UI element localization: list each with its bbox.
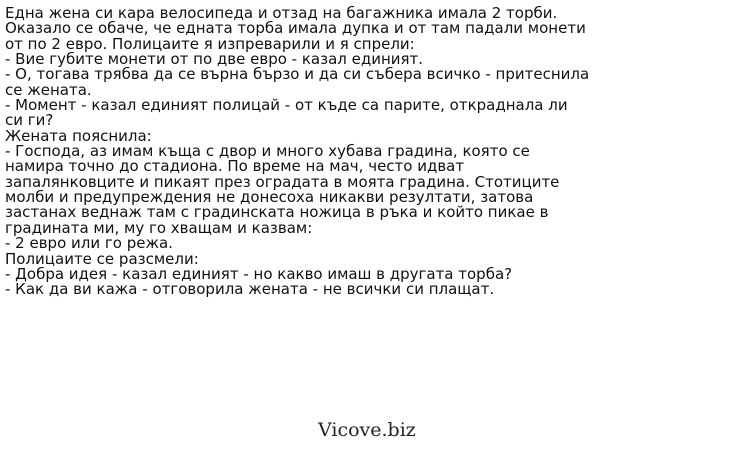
joke-line: градината ми, му го хващам и казвам: <box>5 218 313 237</box>
joke-text <box>5 6 735 298</box>
joke-line: - Добра идея - казал единият - но какво имаш в другата торба? <box>5 264 513 283</box>
site-watermark: Vicove.biz <box>318 419 416 441</box>
joke-line: се жената. <box>5 80 92 99</box>
joke-line: запалянковците и пикаят през оградата в моята градина. Стотиците <box>5 172 560 191</box>
joke-line: Една жена си кара велосипеда и отзад на багажника имала 2 торби. <box>5 4 558 22</box>
joke-line: - Момент - казал единият полицай - от къде са парите, откраднала ли <box>5 96 568 115</box>
joke-line: намира точно до стадиона. По време на мач, често идват <box>5 157 465 176</box>
joke-line: от по 2 евро. Полицаите я изпреварили и я спрели: <box>5 34 415 53</box>
joke-line: молби и предупреждения не донесоха никакви резултати, затова <box>5 188 534 207</box>
joke-line: Жената пояснила: <box>5 126 152 145</box>
joke-line: застанах веднаж там с градинската ножица в ръка и който пикае в <box>5 203 549 222</box>
joke-line: - Вие губите монети от по две евро - казал единият. <box>5 50 424 69</box>
joke-line: си ги? <box>5 111 54 130</box>
joke-line: - О, тогава трябва да се върна бързо и да си събера всичко - притеснила <box>5 65 590 84</box>
joke-line: - Господа, аз имам къща с двор и много хубава градина, която се <box>5 142 530 161</box>
joke-line: Полицаите се разсмели: <box>5 249 199 268</box>
joke-line: - 2 евро или го режа. <box>5 234 173 253</box>
joke-line: Оказало се обаче, че едната торба имала дупка и от там падали монети <box>5 19 586 38</box>
joke-line: - Как да ви кажа - отговорила жената - не всички си плащат. <box>5 280 495 299</box>
